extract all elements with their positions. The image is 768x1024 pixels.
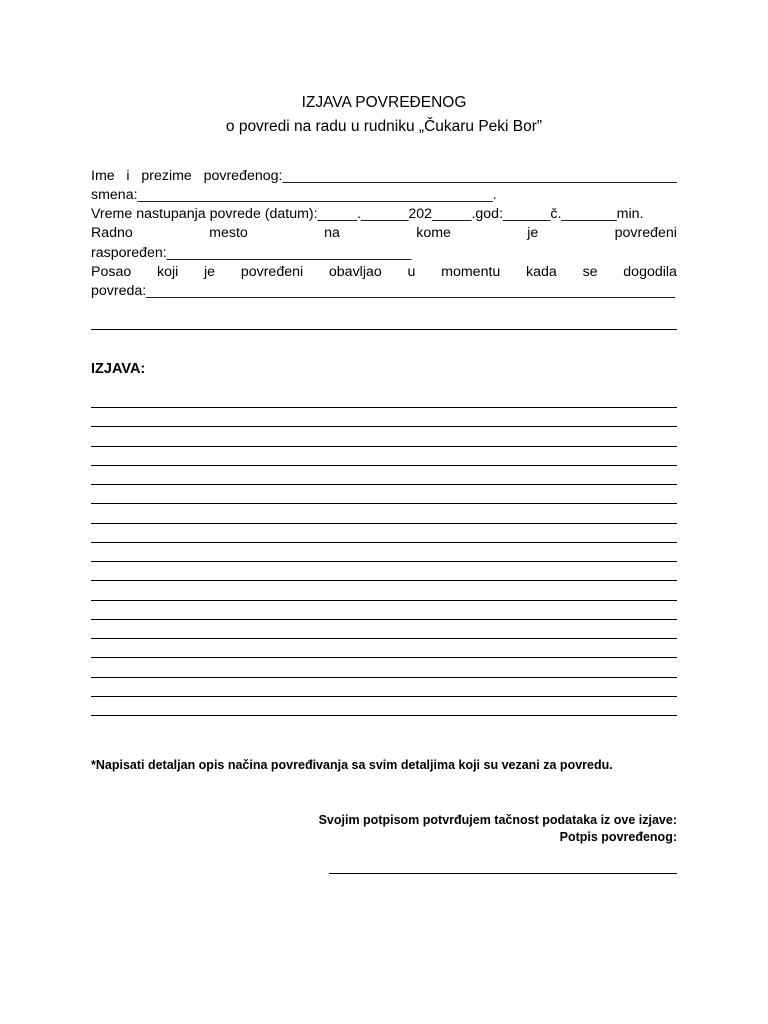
blank-line [91, 329, 677, 330]
word: se [582, 264, 598, 280]
field-shift: smena:_____________________________________________. [91, 187, 497, 203]
statement-line [91, 523, 677, 524]
word: povređeni [240, 264, 304, 280]
word: koji [156, 264, 179, 280]
signature-line [329, 873, 677, 874]
word: Posao [91, 264, 132, 280]
word: kada [526, 264, 557, 280]
word: prezime [141, 168, 192, 184]
field-workplace [91, 224, 677, 243]
word: momentu [441, 264, 501, 280]
field-injured-name [91, 167, 677, 186]
statement-line [91, 677, 677, 678]
field-assigned: raspoređen:_______________________________ [91, 245, 412, 261]
word: kome [416, 225, 451, 241]
statement-line [91, 696, 677, 697]
field-injury: povreda:___________________________________________________________________ [91, 283, 675, 299]
word: mesto [209, 225, 248, 241]
signature-label: Potpis povređenog: [559, 829, 677, 844]
word: na [324, 225, 340, 241]
word: i [126, 168, 130, 184]
document-subtitle: o povredi na radu u rudniku „Čukaru Peki Bor” [225, 118, 543, 135]
confirmation-text: Svojim potpisom potvrđujem tačnost podataka iz ove izjave: [318, 813, 677, 827]
statement-line [91, 465, 677, 466]
statement-line [91, 426, 677, 427]
statement-line [91, 600, 677, 601]
statement-line [91, 503, 677, 504]
word: je [527, 225, 539, 241]
word: je [204, 264, 216, 280]
word: Ime [91, 168, 115, 184]
statement-label: IZJAVA: [91, 361, 146, 377]
word: povređeni [614, 225, 677, 241]
statement-line [91, 446, 677, 447]
word: Radno [91, 225, 133, 241]
word: dogodila [623, 264, 677, 280]
statement-line [91, 484, 677, 485]
statement-line [91, 407, 677, 408]
statement-line [91, 638, 677, 639]
instruction-note: *Napisati detaljan opis načina povređivanja sa svim detaljima koji su vezani za povredu. [91, 758, 613, 772]
statement-line [91, 580, 677, 581]
statement-line [91, 561, 677, 562]
word: obavljao [328, 264, 382, 280]
statement-line [91, 657, 677, 658]
statement-line [91, 542, 677, 543]
field-job [91, 263, 677, 282]
statement-line [91, 619, 677, 620]
word: povređenog:__________________________________________________ [203, 168, 677, 184]
document-title: IZJAVA POVREĐENOG [301, 94, 467, 111]
word: u [407, 264, 416, 280]
field-injury-time: Vreme nastupanja povrede (datum):_____.______202_____.god:______č._______min. [91, 206, 644, 222]
statement-line [91, 715, 677, 716]
signature-block [319, 812, 677, 845]
